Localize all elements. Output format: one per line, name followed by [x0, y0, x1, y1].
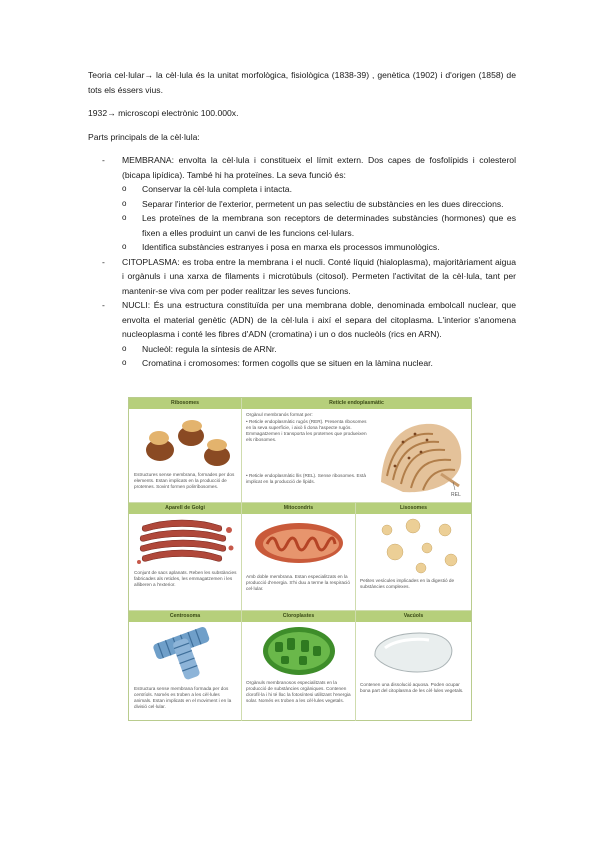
vacuole-illustration — [367, 626, 459, 676]
sub-item — [122, 356, 516, 371]
reticle-illustration — [373, 412, 469, 500]
centrosome-illustration — [143, 624, 229, 682]
sub-text: Identifica substàncies estranyes i posa en marxa els processos immunològics. — [142, 242, 440, 252]
grid-line — [355, 503, 356, 721]
part-nucli — [88, 298, 516, 371]
grid-line — [241, 398, 242, 721]
circle-bullet: o — [122, 358, 127, 367]
sub-item — [122, 211, 516, 240]
part-text: NUCLI: És una estructura constituïda per una membrana doble, denominada embolcall nuclear, que envolta el material genètic (ADN) de la cèl·lula i així el separa del citoplasma. L'interior s'anomena nucleoplasma i conté les fibres d'ADN (cromatina) i un o dos nucleòls (rics en ARN). — [122, 300, 516, 339]
grid-line — [129, 610, 471, 611]
caption-rer: • Reticle endoplasmàtic rugós (RER). Presenta ribosomes en la seva superfície, i això li dona l'aspecte rugós. Emmagatzemen i transporta les proteïnes que produeixen els ribosomes. — [246, 419, 367, 442]
header-lisosomes: Lisosomes — [356, 503, 471, 514]
header-reticle: Retícle endoplasmàtic — [242, 398, 471, 409]
sub-text: Conservar la cèl·lula completa i intacta. — [142, 184, 292, 194]
dash-bullet: - — [102, 256, 105, 267]
golgi-illustration — [137, 516, 237, 568]
dash-bullet: - — [102, 155, 105, 165]
sub-item — [122, 240, 516, 255]
caption-cloroplastes: Orgànuls membranosos especialitzats en la producció de substàncies orgàniques. Contenen clorofil·la i hi té lloc la fotosíntesi utilitzant l'energia solar. Només es troben a les cèl·lules vegetals. — [246, 680, 351, 703]
caption-reticle-intro: Orgànul membranós format per: — [246, 412, 313, 417]
caption-rel-text: Reticle endoplasmàtic llis (REL). Sense ribosomes. Està implicat en la producció de lípids. — [246, 473, 366, 484]
part-membrana — [88, 153, 516, 255]
caption-vacuols: Contenen una dissolució aquosa. Poden ocupar bona part del citoplasma de les cèl·lules vegetals. — [360, 682, 464, 693]
caption-centrosoma: Estructura sense membrana formada per dos centríols. Només es troben a les cèl·lules animals. Estan implicats en el moviment i en la divisió cel·lular. — [134, 686, 232, 709]
ribosomes-illustration — [135, 412, 235, 472]
header-vacuols: Vacúols — [356, 611, 471, 622]
caption-mitocondris: Amb doble membrana. Estan especialitzats en la producció d'energia. S'hi duu a terme la respiració cel·lular. — [246, 574, 350, 591]
chloroplast-illustration — [259, 624, 339, 678]
circle-bullet: o — [122, 343, 127, 353]
caption-rer-text: Reticle endoplasmàtic rugós (RER). Presenta ribosomes en la seva superfície, i això li dona l'aspecte rugós. Emmagatzemen i transporta les proteïnes que produeixen els ribosomes. — [246, 419, 367, 442]
header-ribosomes: Ribosomes — [129, 398, 241, 409]
part-text: CITOPLASMA: es troba entre la membrana i el nucli. Conté líquid (hialoplasma), majoritàriament aigua i orgànuls i una xarxa de filaments i microtúbuls (citosol). Permeten l'activitat de la cèl·lula, tant per mantenir-se viva com per poder realitzar les seves funcions. — [122, 256, 516, 296]
intro-cell-theory: Teoria cel·lular→ la cèl·lula és la unitat morfològica, fisiològica (1838-39) , genètica (1902) i d'origen (1858) de tots els éssers vius. — [88, 70, 516, 95]
intro-parts-heading: Parts principals de la cèl·lula: — [88, 131, 200, 142]
mitochondria-illustration — [251, 518, 347, 568]
circle-bullet: o — [122, 198, 127, 208]
sub-item — [122, 197, 516, 212]
circle-bullet: o — [122, 242, 127, 251]
nucli-parts — [122, 342, 516, 371]
sub-text: Nucleòl: regula la síntesis de ARNr. — [142, 343, 277, 354]
caption-rel: • Reticle endoplasmàtic llis (REL). Sense ribosomes. Està implicat en la producció de lípids. — [246, 473, 366, 484]
document-body — [88, 68, 516, 371]
lysosomes-illustration — [367, 516, 463, 576]
parts-list — [88, 153, 516, 371]
part-citoplasma — [88, 255, 516, 299]
caption-ribosomes: Estructures sense membrana, formades per dos elements. Estan implicats en la producció de proteïnes. Sovint formen polirribosomes. — [134, 472, 235, 489]
rel-label: REL — [451, 492, 461, 498]
header-cloroplastes: Cloroplastes — [242, 611, 355, 622]
sub-item — [122, 342, 516, 357]
circle-bullet: o — [122, 184, 127, 193]
caption-lisosomes: Petites vesícules implicades en la digestió de substàncies complexes. — [360, 578, 455, 589]
header-centrosoma: Centrosoma — [129, 611, 241, 622]
sub-text: Separar l'interior de l'exterior, permetent un pas selectiu de substàncies en les dues direccions. — [142, 198, 504, 209]
header-mitocondris: Mitocondris — [242, 503, 355, 514]
grid-line — [129, 502, 471, 503]
sub-text: Cromatina i cromosomes: formen cogolls que se situen en la làmina nuclear. — [142, 358, 433, 368]
header-golgi: Aparell de Golgi — [129, 503, 241, 514]
caption-golgi: Conjunt de sacs aplanats. Reben les substàncies fabricades als reticles, les emmagatzemen i les alliberen a l'exterior. — [134, 570, 237, 587]
intro-microscope: 1932→ microscopi electrònic 100.000x. — [88, 108, 239, 118]
circle-bullet: o — [122, 213, 127, 222]
part-text: MEMBRANA: envolta la cèl·lula i constitueix el límit extern. Dos capes de fosfolípids i colesterol (bicapa lipídica). També hi ha proteïnes. La seva funció és: — [122, 155, 516, 180]
dash-bullet: - — [102, 300, 105, 310]
membrana-functions — [122, 182, 516, 255]
sub-text: Les proteïnes de la membrana son receptors de determinades substàncies (hormones) que es fixen a elles produint un canvi de les funcions cel·lulars. — [142, 213, 516, 238]
sub-item — [122, 182, 516, 197]
organelles-table — [128, 397, 472, 721]
